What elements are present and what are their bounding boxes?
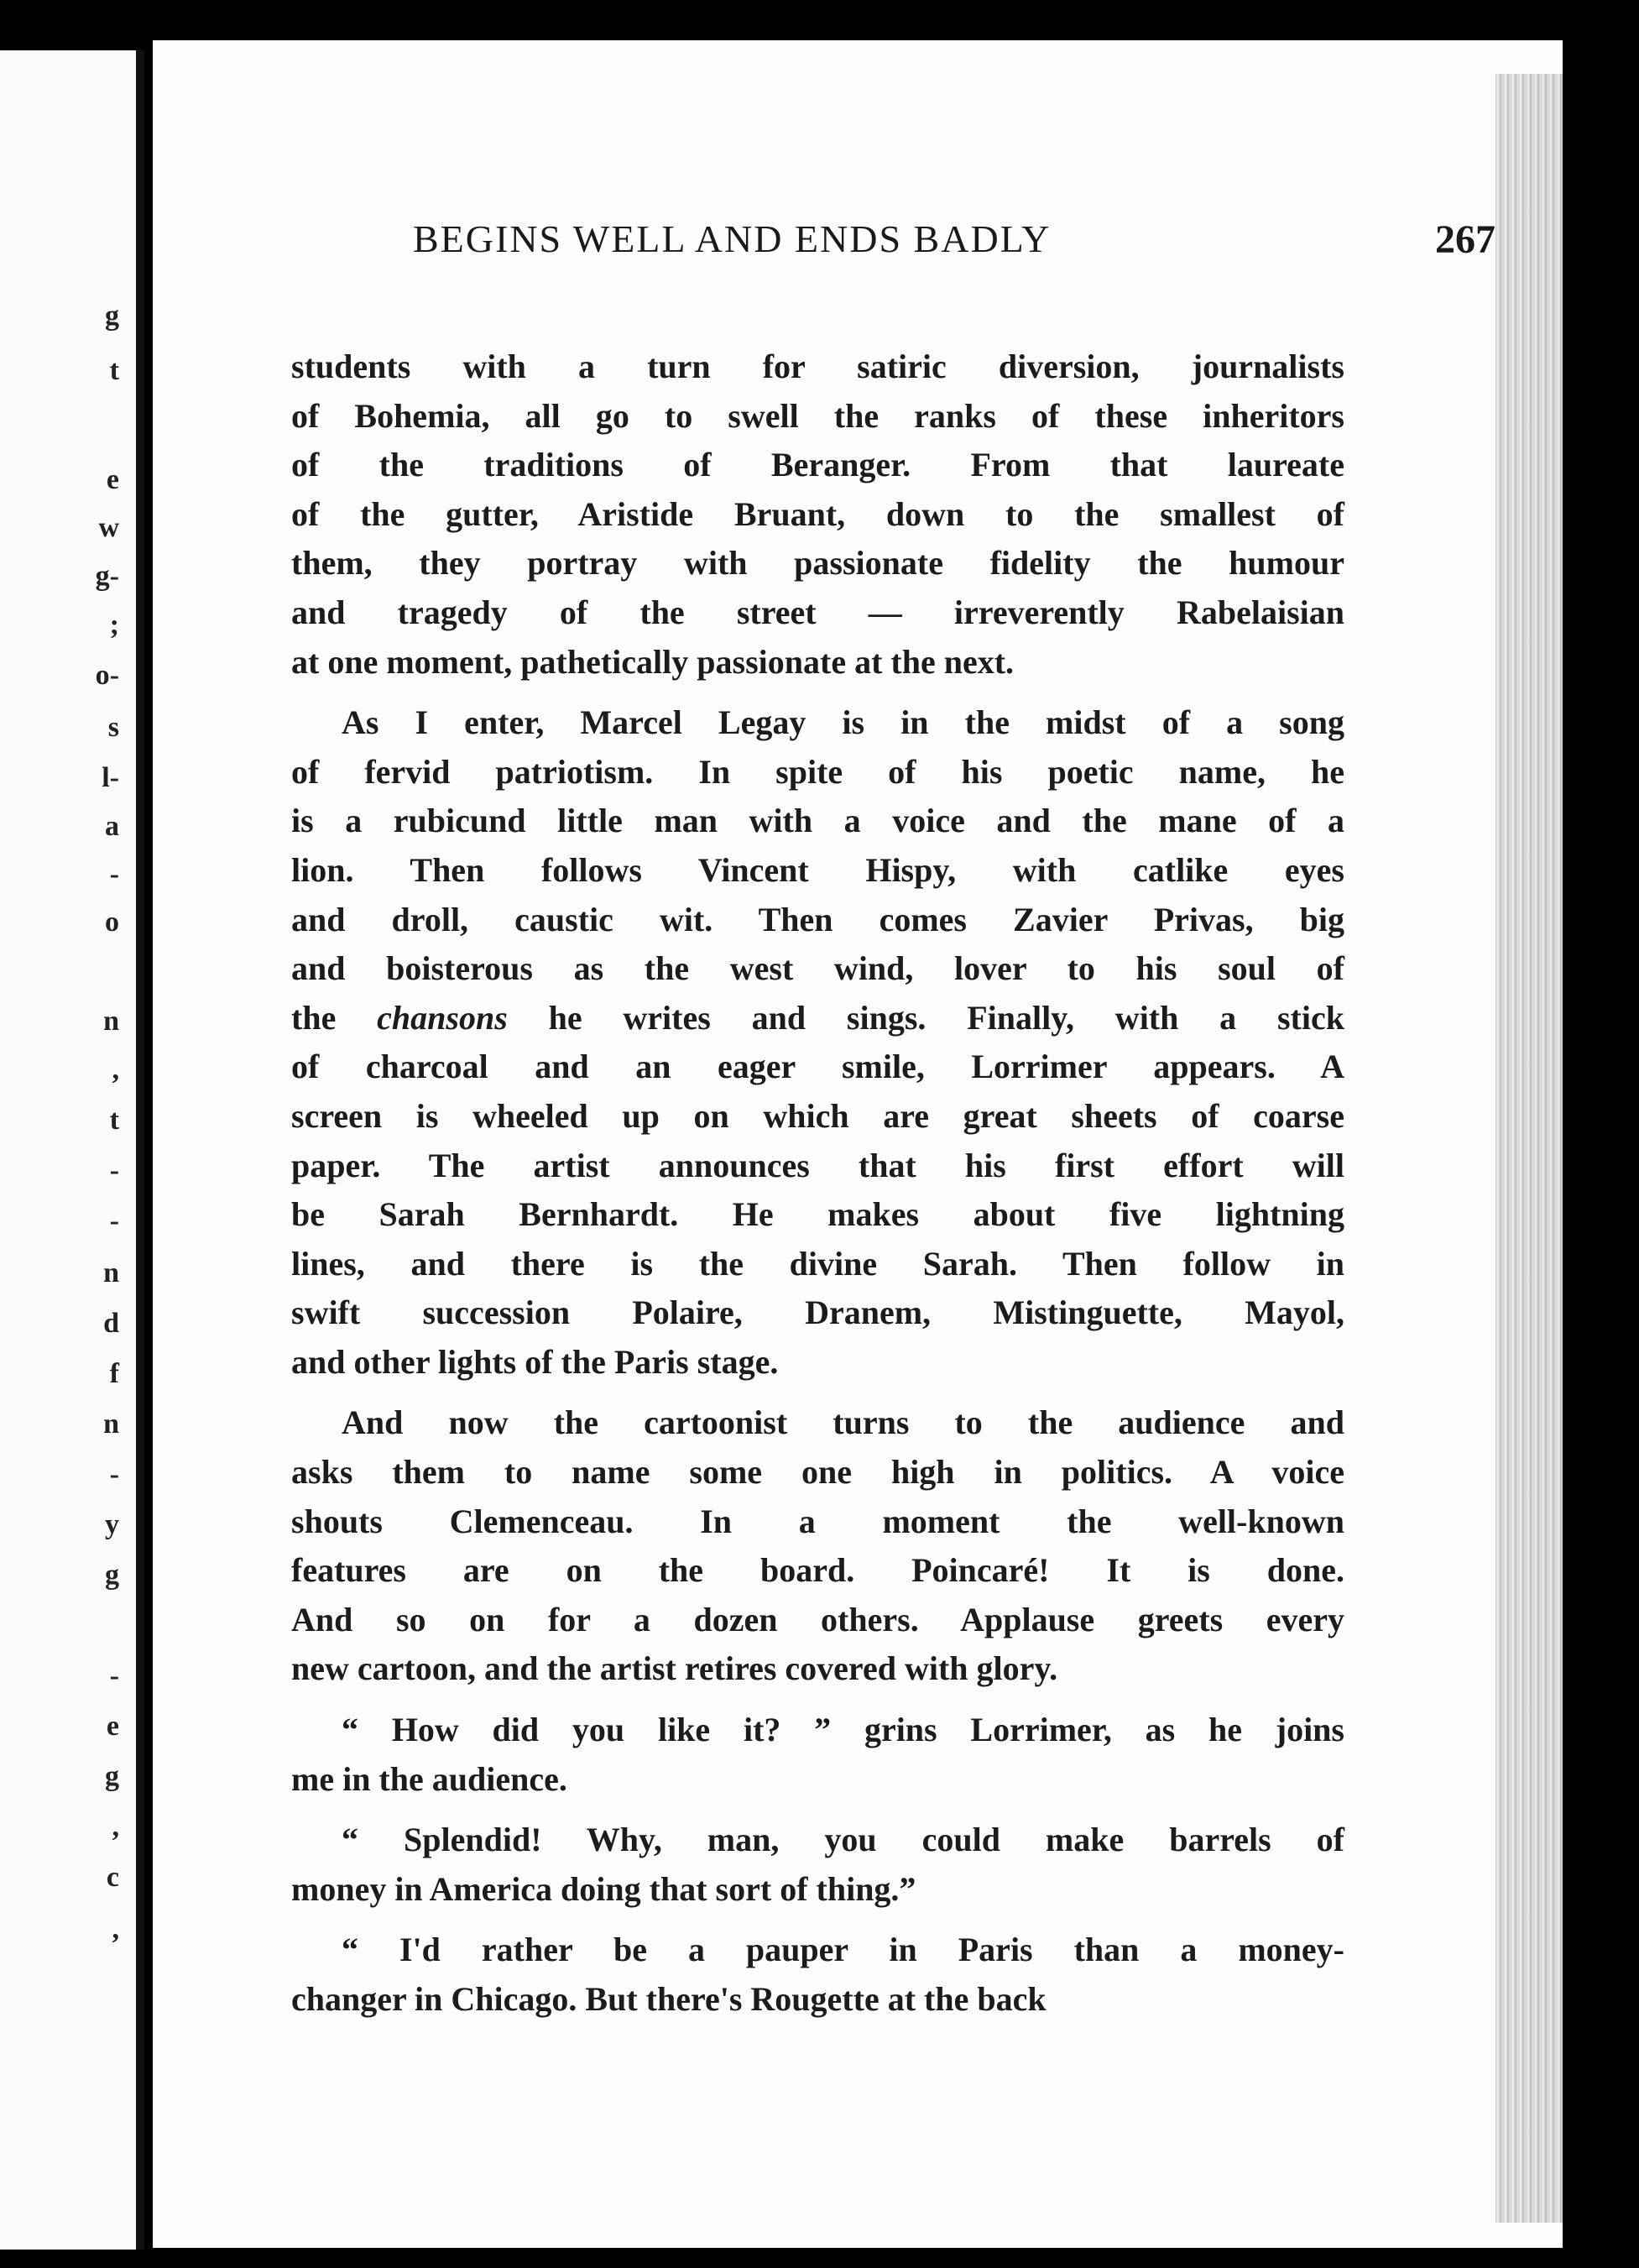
text-line: “ I'd rather be a pauper in Paris than a money- [342,1931,1344,1969]
text-line: the chansons he writes and sings. Finally, with a stick [291,998,1344,1037]
facing-page-fragment: e [106,464,119,495]
text-line: is a rubicund little man with a voice and the mane of a [291,802,1344,840]
facing-page-fragment: c [106,1862,119,1893]
facing-page-fragment: - [109,1205,119,1236]
text-line: of Bohemia, all go to swell the ranks of these inheritors [291,396,1344,435]
text-line: lines, and there is the divine Sarah. Then follow in [291,1244,1344,1283]
facing-page-fragment: g [105,300,119,332]
facing-page-fragment: - [109,859,119,890]
facing-page-fragment: n [103,1006,119,1037]
text-line: screen is wheeled up on which are great sheets of coarse [291,1096,1344,1135]
book-gutter [136,50,144,2250]
facing-page-fragment: t [109,355,119,386]
text-line: And so on for a dozen others. Applause greets every [291,1600,1344,1638]
facing-page-fragment: f [109,1358,119,1389]
text-line: and boisterous as the west wind, lover to his soul of [291,949,1344,988]
text-line: and other lights of the Paris stage. [291,1342,779,1381]
text-line: changer in Chicago. But there's Rougette at the back [291,1980,1047,2018]
text-line: shouts Clemenceau. In a moment the well-known [291,1502,1344,1540]
text-line: And now the cartoonist turns to the audience and [342,1403,1344,1442]
page-number: 267 [1435,217,1495,262]
facing-page-fragment: g [105,1560,119,1591]
text-line: lion. Then follows Vincent Hispy, with catlike eyes [291,850,1344,889]
text-line: paper. The artist announces that his first effort will [291,1146,1344,1184]
text-line: and tragedy of the street — irreverently Rabelaisian [291,593,1344,631]
text-line: them, they portray with passionate fidelity the humour [291,544,1344,583]
facing-page-fragment: w [98,512,119,543]
text-line: asks them to name some one high in politics. A voice [291,1453,1344,1492]
facing-page-fragment: g [105,1761,119,1792]
text-line: of the gutter, Aristide Bruant, down to the smallest of [291,494,1344,533]
running-head [413,217,1495,275]
facing-page-fragment: o- [95,660,119,691]
facing-page-fragment: n [103,1408,119,1440]
text-line: me in the audience. [291,1759,567,1798]
text-line: of the traditions of Beranger. From that laureate [291,446,1344,484]
facing-page-fragment: ; [109,609,119,640]
facing-page-fragment: - [109,1660,119,1691]
facing-page-fragments [0,50,126,2250]
book-page [153,40,1563,2248]
text-line: of fervid patriotism. In spite of his poetic name, he [291,752,1344,791]
text-line: be Sarah Bernhardt. He makes about five lightning [291,1195,1344,1234]
text-line: students with a turn for satiric diversion, journalists [291,348,1344,385]
facing-page-fragment: s [107,712,119,743]
facing-page-fragment: - [109,1459,119,1490]
text-line: new cartoon, and the artist retires covered with glory. [291,1649,1058,1688]
body-text [291,342,1344,2025]
italic-word: chansons [377,998,508,1037]
text-line: As I enter, Marcel Legay is in the midst of a song [342,703,1344,742]
facing-page-fragment: t [109,1105,119,1136]
facing-page-fragment: e [106,1711,119,1742]
facing-page-fragment: , [112,1811,119,1842]
facing-page-fragment: a [105,811,119,842]
facing-page-fragment: g- [95,561,119,592]
facing-page-fragment: y [105,1509,119,1540]
facing-page-fragment: , [112,1054,119,1085]
running-title: BEGINS WELL AND ENDS BADLY [413,217,1052,260]
text-line: of charcoal and an eager smile, Lorrimer appears. A [291,1048,1344,1086]
text-line: at one moment, pathetically passionate at the next. [291,642,1015,681]
text-line: “ Splendid! Why, man, you could make barrels of [342,1821,1344,1859]
facing-page-fragment: o [105,907,119,938]
text-line: features are on the board. Poincaré! It is done. [291,1551,1344,1590]
facing-page-fragment: l- [102,762,119,793]
text-line: money in America doing that sort of thing.” [291,1869,916,1908]
text-line: and droll, caustic wit. Then comes Zavier Privas, big [291,900,1344,938]
text-line: swift succession Polaire, Dranem, Mistinguette, Mayol, [291,1293,1344,1332]
facing-page-fragment: , [112,1914,119,1945]
text-line: “ How did you like it? ” grins Lorrimer, as he joins [342,1711,1344,1749]
facing-page-fragment: - [109,1155,119,1186]
facing-page-fragment: d [103,1308,119,1339]
facing-page-edge [0,50,144,2250]
page-stack-edge [1495,74,1563,2223]
facing-page-fragment: n [103,1257,119,1288]
